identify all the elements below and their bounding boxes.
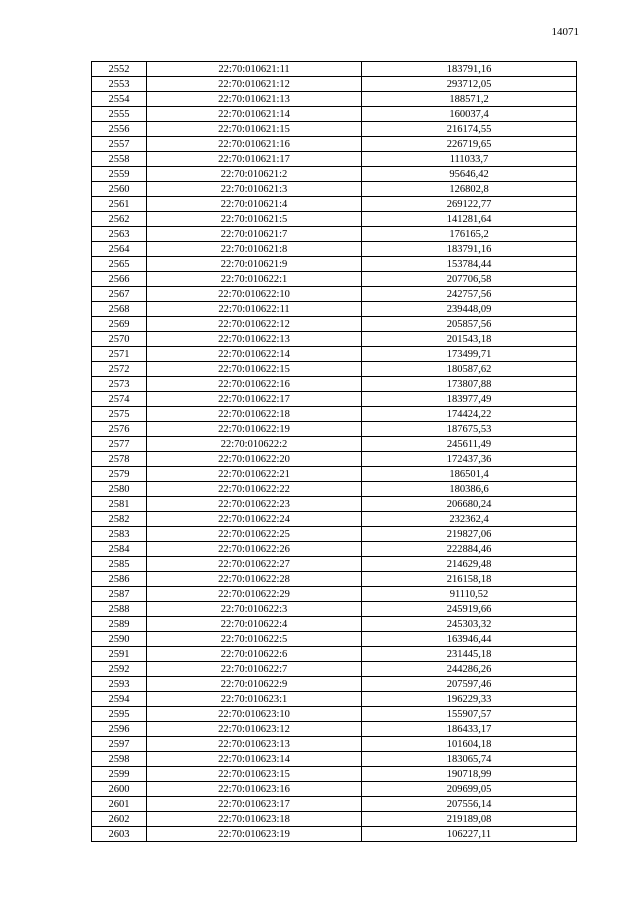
- table-row: [92, 407, 577, 422]
- value-cell: 183791,16: [362, 242, 577, 257]
- row-number-cell: 2559: [92, 167, 147, 182]
- row-number-cell: 2589: [92, 617, 147, 632]
- cadastral-number-cell: 22:70:010621:7: [147, 227, 362, 242]
- row-number-cell: 2571: [92, 347, 147, 362]
- row-number-cell: 2557: [92, 137, 147, 152]
- cadastral-number-cell: 22:70:010622:5: [147, 632, 362, 647]
- value-cell: 205857,56: [362, 317, 577, 332]
- value-cell: 183977,49: [362, 392, 577, 407]
- value-cell: 206680,24: [362, 497, 577, 512]
- value-cell: 180386,6: [362, 482, 577, 497]
- row-number-cell: 2587: [92, 587, 147, 602]
- cadastral-number-cell: 22:70:010622:28: [147, 572, 362, 587]
- row-number-cell: 2585: [92, 557, 147, 572]
- table-row: [92, 767, 577, 782]
- table-row: [92, 632, 577, 647]
- cadastral-number-cell: 22:70:010623:14: [147, 752, 362, 767]
- cadastral-number-cell: 22:70:010622:1: [147, 272, 362, 287]
- cadastral-number-cell: 22:70:010622:10: [147, 287, 362, 302]
- table-row: [92, 677, 577, 692]
- row-number-cell: 2554: [92, 92, 147, 107]
- row-number-cell: 2575: [92, 407, 147, 422]
- table-row: [92, 287, 577, 302]
- value-cell: 187675,53: [362, 422, 577, 437]
- table-row: [92, 812, 577, 827]
- value-cell: 163946,44: [362, 632, 577, 647]
- value-cell: 176165,2: [362, 227, 577, 242]
- cadastral-number-cell: 22:70:010622:7: [147, 662, 362, 677]
- value-cell: 207706,58: [362, 272, 577, 287]
- value-cell: 209699,05: [362, 782, 577, 797]
- table-row: [92, 797, 577, 812]
- cadastral-number-cell: 22:70:010622:13: [147, 332, 362, 347]
- row-number-cell: 2588: [92, 602, 147, 617]
- table-row: [92, 77, 577, 92]
- table-row: [92, 542, 577, 557]
- row-number-cell: 2564: [92, 242, 147, 257]
- row-number-cell: 2583: [92, 527, 147, 542]
- row-number-cell: 2584: [92, 542, 147, 557]
- row-number-cell: 2580: [92, 482, 147, 497]
- table-row: [92, 92, 577, 107]
- value-cell: 101604,18: [362, 737, 577, 752]
- row-number-cell: 2579: [92, 467, 147, 482]
- cadastral-number-cell: 22:70:010622:14: [147, 347, 362, 362]
- row-number-cell: 2578: [92, 452, 147, 467]
- cadastral-number-cell: 22:70:010623:13: [147, 737, 362, 752]
- value-cell: 231445,18: [362, 647, 577, 662]
- cadastral-number-cell: 22:70:010621:8: [147, 242, 362, 257]
- table-row: [92, 212, 577, 227]
- row-number-cell: 2595: [92, 707, 147, 722]
- row-number-cell: 2565: [92, 257, 147, 272]
- cadastral-number-cell: 22:70:010623:17: [147, 797, 362, 812]
- value-cell: 155907,57: [362, 707, 577, 722]
- row-number-cell: 2586: [92, 572, 147, 587]
- row-number-cell: 2555: [92, 107, 147, 122]
- value-cell: 91110,52: [362, 587, 577, 602]
- table-row: [92, 587, 577, 602]
- table-row: [92, 272, 577, 287]
- table-row: [92, 782, 577, 797]
- value-cell: 245611,49: [362, 437, 577, 452]
- table-row: [92, 707, 577, 722]
- value-cell: 245303,32: [362, 617, 577, 632]
- cadastral-number-cell: 22:70:010622:9: [147, 677, 362, 692]
- table-row: [92, 617, 577, 632]
- row-number-cell: 2591: [92, 647, 147, 662]
- cadastral-number-cell: 22:70:010621:11: [147, 62, 362, 77]
- cadastral-number-cell: 22:70:010622:16: [147, 377, 362, 392]
- row-number-cell: 2592: [92, 662, 147, 677]
- cadastral-number-cell: 22:70:010621:2: [147, 167, 362, 182]
- cadastral-number-cell: 22:70:010622:22: [147, 482, 362, 497]
- value-cell: 219189,08: [362, 812, 577, 827]
- row-number-cell: 2599: [92, 767, 147, 782]
- cadastral-number-cell: 22:70:010621:16: [147, 137, 362, 152]
- value-cell: 141281,64: [362, 212, 577, 227]
- cadastral-number-cell: 22:70:010622:18: [147, 407, 362, 422]
- cadastral-number-cell: 22:70:010622:24: [147, 512, 362, 527]
- value-cell: 188571,2: [362, 92, 577, 107]
- value-cell: 207597,46: [362, 677, 577, 692]
- row-number-cell: 2568: [92, 302, 147, 317]
- row-number-cell: 2574: [92, 392, 147, 407]
- table-row: [92, 497, 577, 512]
- row-number-cell: 2600: [92, 782, 147, 797]
- value-cell: 160037,4: [362, 107, 577, 122]
- value-cell: 214629,48: [362, 557, 577, 572]
- cadastral-number-cell: 22:70:010621:12: [147, 77, 362, 92]
- cadastral-number-cell: 22:70:010623:18: [147, 812, 362, 827]
- table-body: [92, 62, 577, 842]
- table-row: [92, 242, 577, 257]
- table-row: [92, 692, 577, 707]
- cadastral-number-cell: 22:70:010621:4: [147, 197, 362, 212]
- cadastral-number-cell: 22:70:010622:6: [147, 647, 362, 662]
- row-number-cell: 2552: [92, 62, 147, 77]
- row-number-cell: 2602: [92, 812, 147, 827]
- row-number-cell: 2577: [92, 437, 147, 452]
- value-cell: 106227,11: [362, 827, 577, 842]
- cadastral-number-cell: 22:70:010622:2: [147, 437, 362, 452]
- cadastral-number-cell: 22:70:010622:21: [147, 467, 362, 482]
- value-cell: 95646,42: [362, 167, 577, 182]
- cadastral-number-cell: 22:70:010622:4: [147, 617, 362, 632]
- cadastral-number-cell: 22:70:010621:5: [147, 212, 362, 227]
- table-row: [92, 152, 577, 167]
- cadastral-number-cell: 22:70:010622:17: [147, 392, 362, 407]
- table-row: [92, 332, 577, 347]
- cadastral-number-cell: 22:70:010622:26: [147, 542, 362, 557]
- row-number-cell: 2563: [92, 227, 147, 242]
- cadastral-number-cell: 22:70:010622:25: [147, 527, 362, 542]
- value-cell: 173499,71: [362, 347, 577, 362]
- value-cell: 244286,26: [362, 662, 577, 677]
- row-number-cell: 2562: [92, 212, 147, 227]
- row-number-cell: 2572: [92, 362, 147, 377]
- cadastral-number-cell: 22:70:010621:3: [147, 182, 362, 197]
- row-number-cell: 2590: [92, 632, 147, 647]
- value-cell: 186501,4: [362, 467, 577, 482]
- value-cell: 180587,62: [362, 362, 577, 377]
- table-row: [92, 737, 577, 752]
- table-row: [92, 107, 577, 122]
- row-number-cell: 2561: [92, 197, 147, 212]
- table-row: [92, 752, 577, 767]
- table-row: [92, 467, 577, 482]
- cadastral-number-cell: 22:70:010623:1: [147, 692, 362, 707]
- value-cell: 173807,88: [362, 377, 577, 392]
- value-cell: 293712,05: [362, 77, 577, 92]
- table-row: [92, 257, 577, 272]
- value-cell: 216158,18: [362, 572, 577, 587]
- table-row: [92, 827, 577, 842]
- cadastral-number-cell: 22:70:010623:12: [147, 722, 362, 737]
- table-row: [92, 512, 577, 527]
- value-cell: 126802,8: [362, 182, 577, 197]
- cadastral-value-table: [91, 61, 577, 842]
- row-number-cell: 2569: [92, 317, 147, 332]
- row-number-cell: 2566: [92, 272, 147, 287]
- row-number-cell: 2553: [92, 77, 147, 92]
- value-cell: 242757,56: [362, 287, 577, 302]
- value-cell: 226719,65: [362, 137, 577, 152]
- table-row: [92, 377, 577, 392]
- value-cell: 153784,44: [362, 257, 577, 272]
- row-number-cell: 2556: [92, 122, 147, 137]
- row-number-cell: 2601: [92, 797, 147, 812]
- cadastral-number-cell: 22:70:010622:27: [147, 557, 362, 572]
- row-number-cell: 2576: [92, 422, 147, 437]
- value-cell: 245919,66: [362, 602, 577, 617]
- row-number-cell: 2573: [92, 377, 147, 392]
- table-row: [92, 392, 577, 407]
- row-number-cell: 2570: [92, 332, 147, 347]
- cadastral-number-cell: 22:70:010623:15: [147, 767, 362, 782]
- table-row: [92, 122, 577, 137]
- table-row: [92, 317, 577, 332]
- row-number-cell: 2596: [92, 722, 147, 737]
- table-row: [92, 452, 577, 467]
- table-row: [92, 62, 577, 77]
- value-cell: 174424,22: [362, 407, 577, 422]
- row-number-cell: 2598: [92, 752, 147, 767]
- value-cell: 269122,77: [362, 197, 577, 212]
- cadastral-number-cell: 22:70:010621:15: [147, 122, 362, 137]
- value-cell: 186433,17: [362, 722, 577, 737]
- value-cell: 239448,09: [362, 302, 577, 317]
- value-cell: 190718,99: [362, 767, 577, 782]
- cadastral-number-cell: 22:70:010622:20: [147, 452, 362, 467]
- row-number-cell: 2597: [92, 737, 147, 752]
- value-cell: 222884,46: [362, 542, 577, 557]
- value-cell: 201543,18: [362, 332, 577, 347]
- cadastral-number-cell: 22:70:010623:10: [147, 707, 362, 722]
- value-cell: 183791,16: [362, 62, 577, 77]
- table-row: [92, 557, 577, 572]
- cadastral-number-cell: 22:70:010621:14: [147, 107, 362, 122]
- table-row: [92, 647, 577, 662]
- cadastral-number-cell: 22:70:010622:15: [147, 362, 362, 377]
- table-row: [92, 437, 577, 452]
- cadastral-number-cell: 22:70:010622:11: [147, 302, 362, 317]
- row-number-cell: 2560: [92, 182, 147, 197]
- row-number-cell: 2603: [92, 827, 147, 842]
- page-number: 14071: [551, 26, 579, 38]
- row-number-cell: 2582: [92, 512, 147, 527]
- cadastral-number-cell: 22:70:010621:17: [147, 152, 362, 167]
- table-row: [92, 362, 577, 377]
- table-row: [92, 602, 577, 617]
- table-row: [92, 137, 577, 152]
- value-cell: 172437,36: [362, 452, 577, 467]
- table-row: [92, 347, 577, 362]
- value-cell: 216174,55: [362, 122, 577, 137]
- table-row: [92, 167, 577, 182]
- row-number-cell: 2558: [92, 152, 147, 167]
- value-cell: 196229,33: [362, 692, 577, 707]
- value-cell: 232362,4: [362, 512, 577, 527]
- table-row: [92, 197, 577, 212]
- cadastral-number-cell: 22:70:010623:19: [147, 827, 362, 842]
- cadastral-number-cell: 22:70:010622:23: [147, 497, 362, 512]
- cadastral-number-cell: 22:70:010623:16: [147, 782, 362, 797]
- table-row: [92, 662, 577, 677]
- row-number-cell: 2593: [92, 677, 147, 692]
- cadastral-number-cell: 22:70:010621:13: [147, 92, 362, 107]
- cadastral-number-cell: 22:70:010621:9: [147, 257, 362, 272]
- value-cell: 111033,7: [362, 152, 577, 167]
- row-number-cell: 2581: [92, 497, 147, 512]
- row-number-cell: 2594: [92, 692, 147, 707]
- table-row: [92, 572, 577, 587]
- value-cell: 183065,74: [362, 752, 577, 767]
- value-cell: 207556,14: [362, 797, 577, 812]
- value-cell: 219827,06: [362, 527, 577, 542]
- cadastral-number-cell: 22:70:010622:29: [147, 587, 362, 602]
- table-row: [92, 722, 577, 737]
- cadastral-number-cell: 22:70:010622:12: [147, 317, 362, 332]
- table-row: [92, 482, 577, 497]
- table-row: [92, 302, 577, 317]
- table-row: [92, 422, 577, 437]
- row-number-cell: 2567: [92, 287, 147, 302]
- table-row: [92, 227, 577, 242]
- cadastral-number-cell: 22:70:010622:19: [147, 422, 362, 437]
- table-row: [92, 527, 577, 542]
- cadastral-number-cell: 22:70:010622:3: [147, 602, 362, 617]
- table-row: [92, 182, 577, 197]
